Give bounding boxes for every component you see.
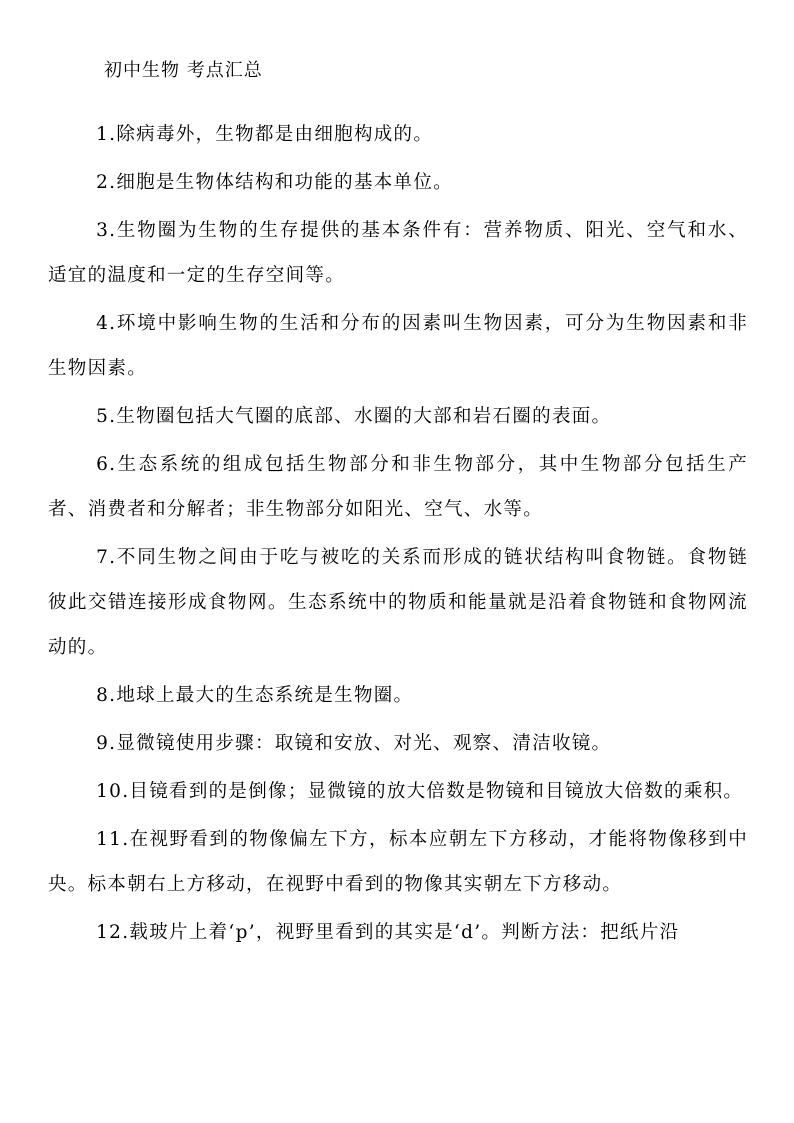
list-item: 6.生态系统的组成包括生物部分和非生物部分，其中生物部分包括生产者、消费者和分解者；非生物部分如阳光、空气、水等。 bbox=[48, 454, 748, 520]
list-item: 3.生物圈为生物的生存提供的基本条件有：营养物质、阳光、空气和水、适宜的温度和一定的生存空间等。 bbox=[48, 220, 748, 286]
list-item: 5.生物圈包括大气圈的底部、水圈的大部和岩石圈的表面。 bbox=[96, 406, 612, 427]
list-item: 11.在视野看到的物像偏左下方，标本应朝左下方移动，才能将物像移到中央。标本朝右上方移动，在视野中看到的物像其实朝左下方移动。 bbox=[48, 829, 748, 895]
list-item: 2.细胞是生物体结构和功能的基本单位。 bbox=[96, 172, 453, 193]
item-list bbox=[48, 112, 748, 958]
document-title: 初中生物 考点汇总 bbox=[104, 60, 263, 81]
list-item: 7.不同生物之间由于吃与被吃的关系而形成的链状结构叫食物链。食物链彼此交错连接形成食物网。生态系统中的物质和能量就是沿着食物链和食物网流动的。 bbox=[48, 547, 748, 658]
list-item: 4.环境中影响生物的生活和分布的因素叫生物因素，可分为生物因素和非生物因素。 bbox=[48, 313, 748, 379]
list-item: 9.显微镜使用步骤：取镜和安放、对光、观察、清洁收镜。 bbox=[96, 733, 612, 754]
list-item: 12.载玻片上着‘p’，视野里看到的其实是‘d’。判断方法：把纸片沿 bbox=[96, 922, 680, 943]
list-item: 8.地球上最大的生态系统是生物圈。 bbox=[96, 685, 414, 706]
list-item: 1.除病毒外，生物都是由细胞构成的。 bbox=[96, 124, 434, 145]
list-item: 10.目镜看到的是倒像；显微镜的放大倍数是物镜和目镜放大倍数的乘积。 bbox=[96, 781, 744, 802]
